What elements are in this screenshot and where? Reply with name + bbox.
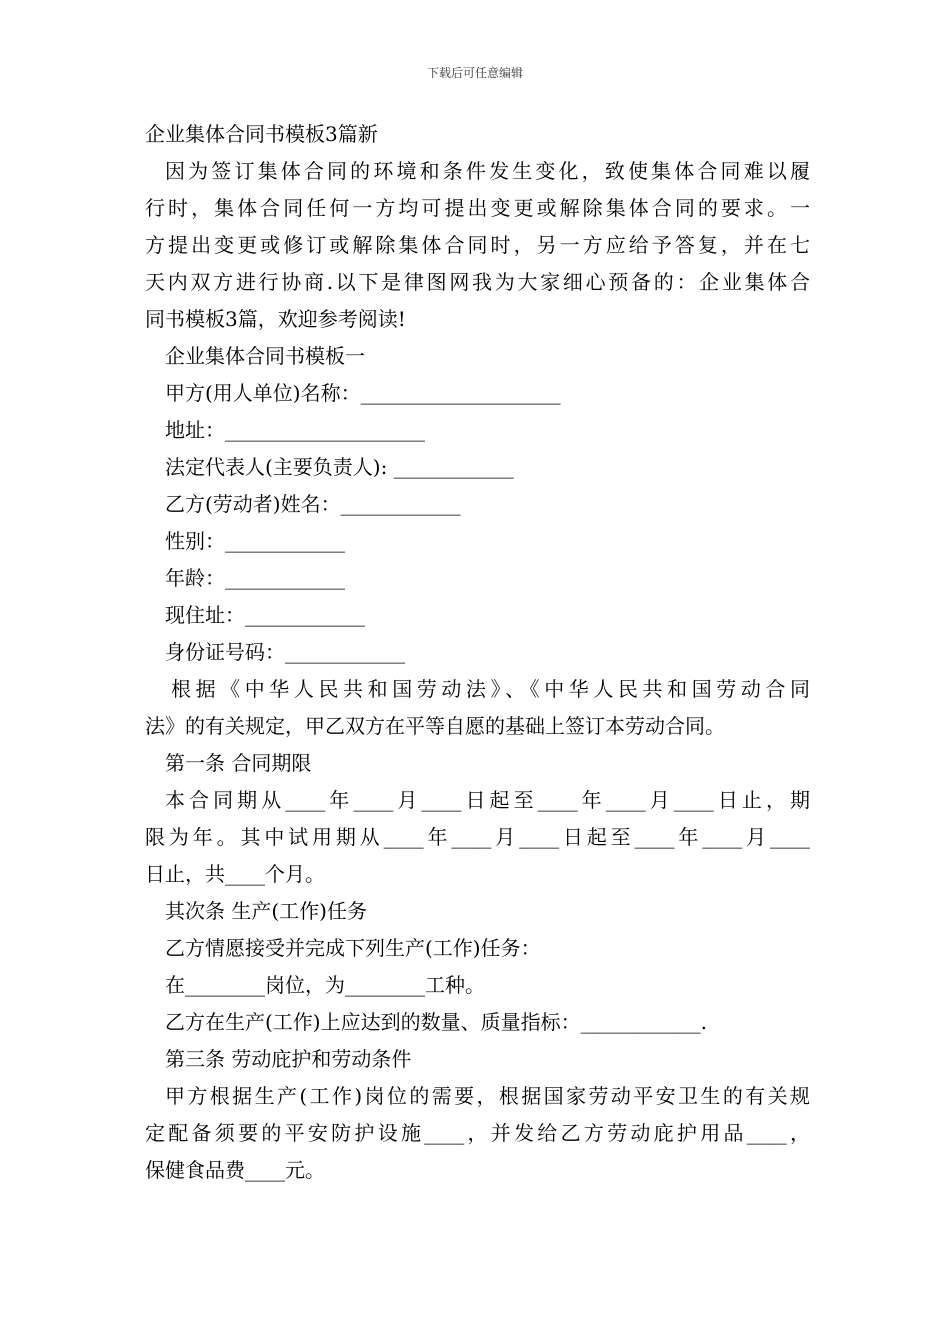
article2-line: 乙方在生产(工作)上应达到的数量、质量指标：____________. xyxy=(165,1010,707,1034)
article1-line: 日止，共____个月。 xyxy=(145,862,325,886)
article3-heading: 第三条 劳动庇护和劳动条件 xyxy=(165,1047,412,1071)
article3-line: 保健食品费____元。 xyxy=(145,1158,325,1182)
template-title: 企业集体合同书模板一 xyxy=(165,344,365,368)
intro-line: 同书模板3篇，欢迎参考阅读! xyxy=(145,307,406,331)
party-fields xyxy=(145,375,810,671)
basis-line: 根据《中华人民共和国劳动法》、《中华人民共和国劳动合同 xyxy=(171,677,810,701)
article2-heading: 其次条 生产(工作)任务 xyxy=(165,899,367,923)
intro-line: 方提出变更或修订或解除集体合同时，另一方应给予答复，并在七 xyxy=(145,233,810,257)
field-id-number: 身份证号码：____________ xyxy=(165,640,405,664)
article2-line: 在________岗位，为________工种。 xyxy=(165,973,485,997)
intro-paragraph xyxy=(145,153,810,338)
page-header: 下载后可任意编辑 xyxy=(426,66,523,80)
document-title: 企业集体合同书模板3篇新 xyxy=(145,122,378,146)
intro-line: 因为签订集体合同的环境和条件发生变化，致使集体合同难以履 xyxy=(165,159,810,183)
field-current-address: 现住址：____________ xyxy=(165,603,365,627)
document-body xyxy=(145,116,810,1189)
intro-line: 行时，集体合同任何一方均可提出变更或解除集体合同的要求。一 xyxy=(145,196,810,220)
article1-line: 本合同期从____年____月____日起至____年____月____日止，期 xyxy=(165,788,810,812)
article1-heading: 第一条 合同期限 xyxy=(165,751,312,775)
field-legal-representative: 法定代表人(主要负责人): ____________ xyxy=(165,455,514,479)
article1-line: 限为年。其中试用期从____年____月____日起至____年____月____ xyxy=(145,825,810,849)
field-address: 地址：____________________ xyxy=(165,418,425,442)
field-employer-name: 甲方(用人单位)名称：____________________ xyxy=(165,381,561,405)
field-gender: 性别：____________ xyxy=(165,529,345,553)
article2-line: 乙方情愿接受并完成下列生产(工作)任务： xyxy=(165,936,541,960)
basis-paragraph xyxy=(145,671,810,745)
article1-paragraph xyxy=(145,782,810,893)
field-age: 年龄：____________ xyxy=(165,566,345,590)
basis-line: 法》的有关规定，甲乙双方在平等自愿的基础上签订本劳动合同。 xyxy=(145,714,725,738)
article3-paragraph xyxy=(145,1078,810,1189)
article2-paragraph xyxy=(145,930,810,1041)
field-employee-name: 乙方(劳动者)姓名：____________ xyxy=(165,492,461,516)
article3-line: 甲方根据生产(工作)岗位的需要，根据国家劳动平安卫生的有关规 xyxy=(165,1084,810,1108)
intro-line: 天内双方进行协商.以下是律图网我为大家细心预备的：企业集体合 xyxy=(145,270,810,294)
article3-line: 定配备须要的平安防护设施____，并发给乙方劳动庇护用品____， xyxy=(145,1121,810,1145)
